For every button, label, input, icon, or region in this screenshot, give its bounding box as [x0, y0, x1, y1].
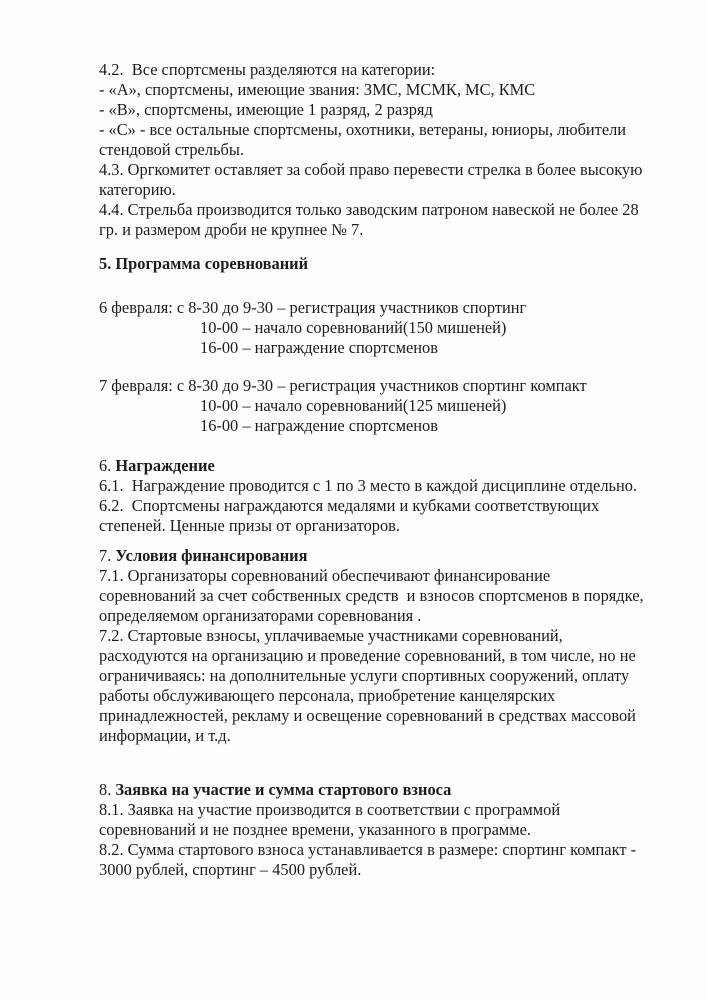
text-line: ограничиваясь: на дополнительные услуги спортивных сооружений, оплату — [99, 666, 630, 685]
text-line: расходуются на организацию и проведение соревнований, в том числе, но не — [99, 646, 636, 665]
schedule-line-awarding: 16-00 – награждение спортсменов — [200, 338, 438, 357]
schedule-line-start: 10-00 – начало соревнований(150 мишеней) — [200, 318, 507, 337]
program-day-2 — [99, 376, 644, 436]
text-line: 6.2. Спортсмены награждаются медалями и кубками соответствующих — [99, 496, 600, 515]
section-heading-application — [99, 780, 644, 800]
text-line: 6.1. Награждение проводится с 1 по 3 место в каждой дисциплине отдельно. — [99, 476, 638, 495]
text-line: - «В», спортсмены, имеющие 1 разряд, 2 разряд — [99, 100, 433, 119]
text-line: 7.2. Стартовые взносы, уплачиваемые участниками соревнований, — [99, 626, 563, 645]
text-line: категорию. — [99, 180, 176, 199]
text-line: 4.2. Все спортсмены разделяются на категории: — [99, 60, 436, 79]
section-title: Награждение — [115, 456, 215, 475]
schedule-line-registration: 7 февраля: с 8-30 до 9-30 – регистрация участников спортинг компакт — [99, 376, 587, 395]
section-awards-text — [99, 476, 644, 536]
section-heading-financing — [99, 546, 644, 566]
section-heading-awards — [99, 456, 644, 476]
text-line: соревнований и не позднее времени, указанного в программе. — [99, 820, 531, 839]
schedule-line-awarding: 16-00 – награждение спортсменов — [200, 416, 438, 435]
section-financing-text — [99, 566, 644, 746]
section-title: Условия финансирования — [115, 546, 308, 565]
text-line: соревнований за счет собственных средств и взносов спортсменов в порядке, — [99, 586, 644, 605]
text-line: - «С» - все остальные спортсмены, охотники, ветераны, юниоры, любители — [99, 120, 627, 139]
section-rules-text — [99, 60, 644, 240]
section-number: 8. — [99, 780, 112, 799]
section-heading-program — [99, 254, 644, 274]
text-line: 3000 рублей, спортинг – 4500 рублей. — [99, 860, 362, 879]
text-line: определяемом организаторами соревнования . — [99, 606, 422, 625]
document-content — [99, 60, 644, 880]
section-number: 6. — [99, 456, 112, 475]
program-day-1 — [99, 298, 644, 358]
text-line: работы обслуживающего персонала, приобретение канцелярских — [99, 686, 556, 705]
text-line: 4.3. Оргкомитет оставляет за собой право перевести стрелка в более высокую — [99, 160, 643, 179]
text-line: - «А», спортсмены, имеющие звания: ЗМС, МСМК, МС, КМС — [99, 80, 536, 99]
text-line: 8.2. Сумма стартового взноса устанавливается в размере: спортинг компакт - — [99, 840, 637, 859]
section-number: 5. — [99, 254, 112, 273]
section-application-text — [99, 800, 644, 880]
text-line: 4.4. Стрельба производится только заводским патроном навеской не более 28 — [99, 200, 639, 219]
text-line: степеней. Ценные призы от организаторов. — [99, 516, 401, 535]
text-line: гр. и размером дроби не крупнее № 7. — [99, 220, 364, 239]
text-line: 8.1. Заявка на участие производится в соответствии с программой — [99, 800, 561, 819]
text-line: 7.1. Организаторы соревнований обеспечивают финансирование — [99, 566, 551, 585]
text-line: информации, и т.д. — [99, 726, 231, 745]
text-line: принадлежностей, рекламу и освещение соревнований в средствах массовой — [99, 706, 636, 725]
schedule-line-registration: 6 февраля: с 8-30 до 9-30 – регистрация участников спортинг — [99, 298, 527, 317]
section-title: Программа соревнований — [115, 254, 309, 273]
section-title: Заявка на участие и сумма стартового взноса — [115, 780, 452, 799]
text-line: стендовой стрельбы. — [99, 140, 244, 159]
section-number: 7. — [99, 546, 112, 565]
schedule-line-start: 10-00 – начало соревнований(125 мишеней) — [200, 396, 507, 415]
